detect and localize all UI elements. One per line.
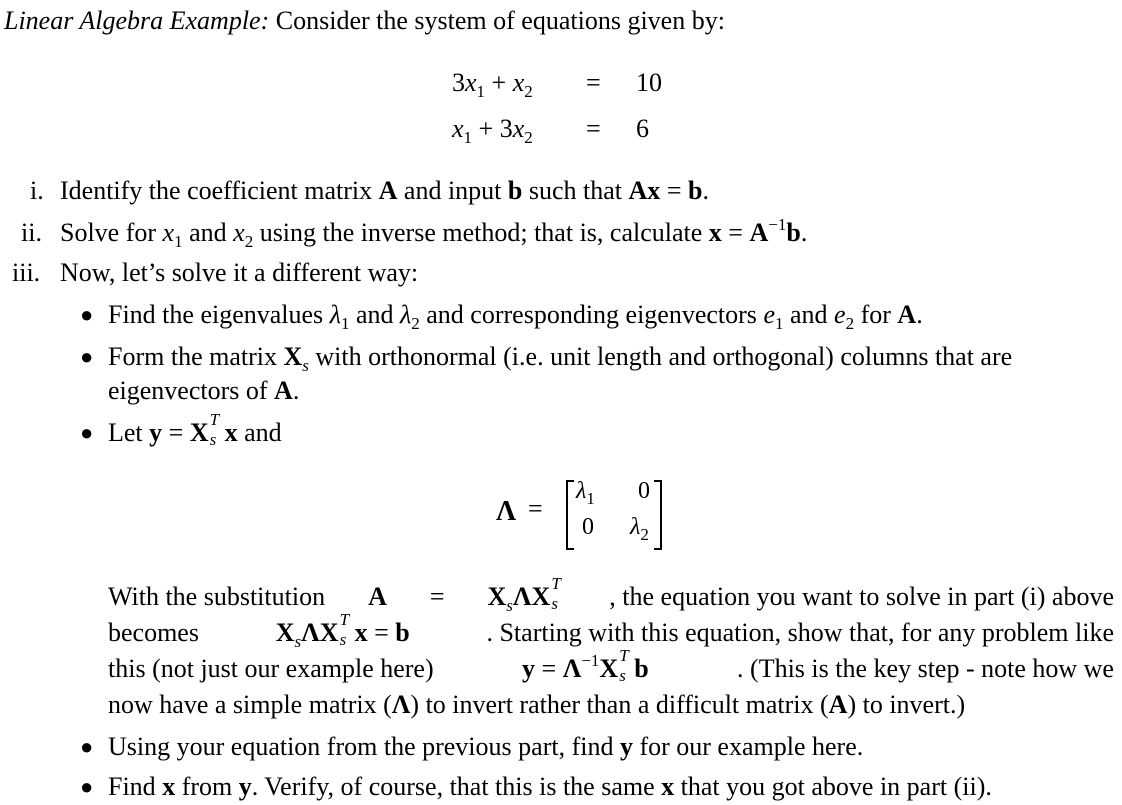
equation-1-rhs: 10 bbox=[636, 68, 662, 97]
bullet-2-text-line2: eigenvectors of A. bbox=[108, 376, 300, 405]
lambda-symbol: Λ bbox=[496, 496, 517, 527]
bullet-2-text-line1: Form the matrix $X_s$ with orthonormal (i.e. unit length and orthogonal) columns that are bbox=[108, 342, 1013, 375]
paragraph-line-2: becomes $X_s\Lambda X$ T s x = b . Starting with this equation, show that, for any problem like bbox=[108, 610, 1114, 651]
matrix-cell-zero-top: 0 bbox=[638, 478, 650, 504]
matrix-cell-zero-bottom: 0 bbox=[582, 514, 594, 540]
item-i-text: Identify the coefficient matrix A and input b such that Ax = b. bbox=[60, 176, 709, 205]
bullet-5-marker: ● bbox=[80, 774, 94, 799]
matrix-cell-lambda1: $\lambda_1$ bbox=[576, 478, 595, 508]
intro-label: Linear Algebra Example: bbox=[4, 6, 270, 35]
paragraph-line-4: now have a simple matrix (Λ) to invert rather than a difficult matrix (A) to invert.) bbox=[108, 690, 966, 719]
bullet-5-text: Find x from y. Verify, of course, that this is the same x that you got above in part (ii). bbox=[108, 772, 992, 801]
paragraph-line-3: this (not just our example here) $y = \Lambda^{-1}X$ T s b . (This is the key step - note how we bbox=[108, 646, 1114, 686]
item-ii-text: Solve for $x_1$ and $x_2$ using the inverse method; that is, calculate $x = A^{-1}b$. bbox=[60, 215, 808, 251]
item-iii-number: iii. bbox=[12, 258, 41, 287]
equation-2-equals: = bbox=[586, 114, 601, 143]
matrix-right-bracket bbox=[654, 480, 662, 550]
bullet-1-text: Find the eigenvalues $\lambda_1$ and $\lambda_2$ and corresponding eigenvectors $e_1$ and $e_2$ for A. bbox=[108, 300, 923, 333]
bullet-3-marker: ● bbox=[80, 420, 94, 445]
equation-2-rhs: 6 bbox=[636, 114, 649, 143]
item-ii-number: ii. bbox=[21, 218, 42, 247]
bullet-3-text: Let y = X T s x and bbox=[108, 410, 282, 450]
bullet-1-marker: ● bbox=[80, 302, 94, 327]
matrix-left-bracket bbox=[566, 480, 574, 550]
paragraph-line-1: With the substitution A = $X_s\Lambda X$ T s , the equation you want to solve in part (i) above bbox=[108, 574, 1114, 615]
item-iii-text: Now, let’s solve it a different way: bbox=[60, 258, 419, 287]
lambda-equals: = bbox=[528, 494, 543, 523]
matrix-cell-lambda2: $\lambda_2$ bbox=[630, 514, 649, 544]
item-i-number: i. bbox=[30, 176, 44, 205]
bullet-4-marker: ● bbox=[80, 734, 94, 759]
equation-1-equals: = bbox=[586, 68, 601, 97]
intro-text: Consider the system of equations given by: bbox=[275, 6, 725, 35]
bullet-2-marker: ● bbox=[80, 344, 94, 369]
equation-1: $3x_1 + x_2$ bbox=[452, 68, 533, 101]
bullet-4-text: Using your equation from the previous part, find y for our example here. bbox=[108, 732, 864, 761]
equation-2: $x_1 + 3x_2$ bbox=[452, 114, 533, 147]
intro-line bbox=[4, 6, 725, 36]
